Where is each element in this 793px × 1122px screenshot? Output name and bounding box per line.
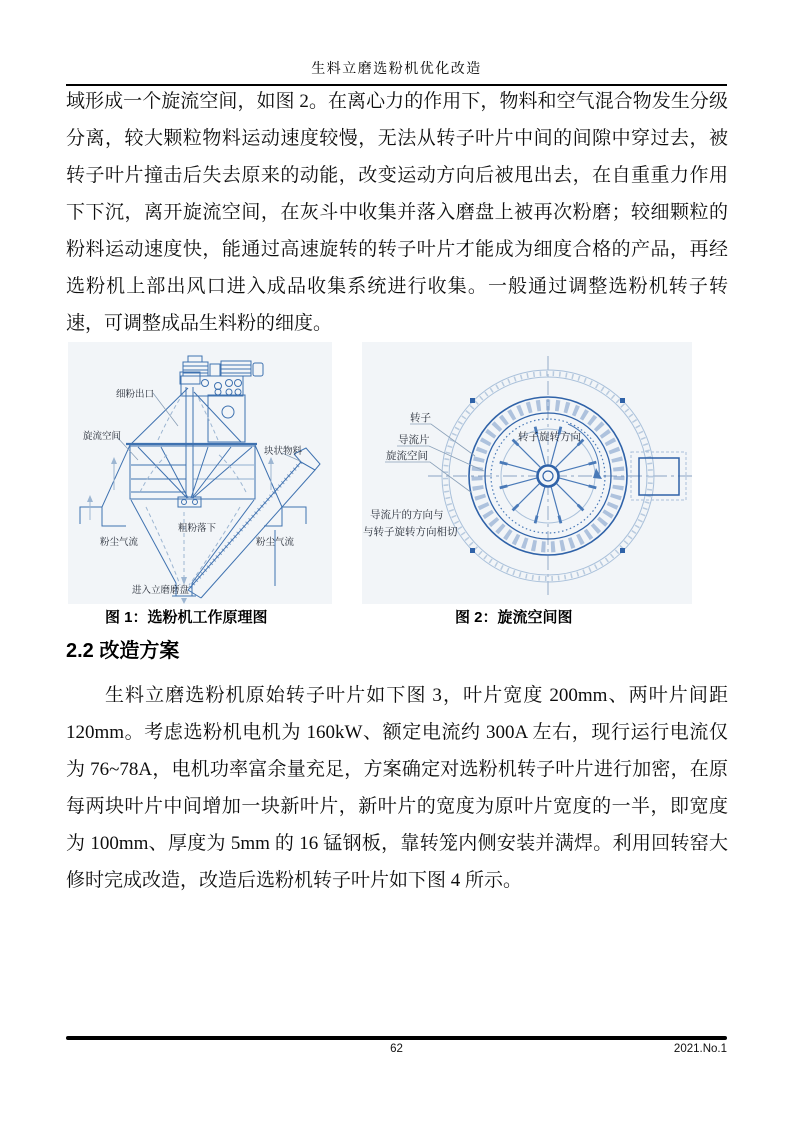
paragraph-1: 域形成一个旋流空间，如图 2。在离心力的作用下，物料和空气混合物发生分级分离，较大颗粒物料运动速度较慢，无法从转子叶片中间的间隙中穿过去，被转子叶片撞击后失去原来的动能，改变运动方向后被甩出去，在自重重力作用下下沉，离开旋流空间，在灰斗中收集并落入磨盘上被再次粉磨；较细颗粒的粉料运动速度快，能通过高速旋转的转子叶片才能成为细度合格的产品，再经选粉机上部出风口进入成品收集系统进行收集。一般通过调整选粉机转子转速，可调整成品生料粉的细度。 (66, 91, 728, 334)
figure-1-working-principle (68, 342, 332, 604)
separator-top-machinery (180, 356, 263, 396)
swirl-chamber (126, 444, 257, 499)
section-heading: 2.2 改造方案 (66, 640, 180, 662)
running-header-title: 生料立磨选粉机优化改造 (311, 62, 482, 77)
label-lump-material: 块状物料 (264, 446, 303, 457)
figure-2-caption: 图 2：旋流空间图 (455, 609, 573, 626)
label-fine-powder-outlet: 细粉出口 (116, 389, 155, 400)
label-dust-airflow-left: 粉尘气流 (100, 537, 139, 548)
figure-2-diagram (362, 342, 692, 604)
label-guide-vane: 导流片 (398, 434, 430, 446)
footer-rule (66, 1036, 727, 1040)
label-vane-direction-line1: 导流片的方向与 (370, 509, 444, 521)
label-enter-mill-table: 进入立磨磨盘 (132, 585, 190, 596)
label-dust-airflow-right: 粉尘气流 (256, 537, 295, 548)
figure-1-diagram (68, 342, 332, 604)
separator-shaft (178, 387, 201, 507)
label-rotor-rotation-direction: 转子旋转方向 (518, 431, 581, 443)
label-swirl-space: 旋流空间 (386, 450, 428, 462)
figure-1-caption: 图 1：选粉机工作原理图 (105, 609, 268, 626)
page-number: 62 (390, 1043, 403, 1055)
label-rotor: 转子 (410, 412, 431, 424)
issue-label: 2021.No.1 (673, 1043, 727, 1055)
paragraph-2: 生料立磨选粉机原始转子叶片如下图 3，叶片宽度 200mm、两叶片间距 120mm。考虑选粉机电机为 160kW、额定电流约 300A 左右，现行运行电流仅为 76~78A，电机功率富余量充足，方案确定对选粉机转子叶片进行加密，在原每两块叶片中间增加一块新叶片，新叶片的宽度为原叶片宽度的一半，即宽度为 100mm、厚度为 5mm 的 16 锰钢板，靠转笼内侧安装并满焊。利用回转窑大修时完成改造，改造后选粉机转子叶片如下图 4 所示。 (66, 685, 728, 891)
label-vane-direction-line2: 与转子旋转方向相切 (363, 526, 458, 538)
label-coarse-powder-falls: 粗粉落下 (178, 523, 217, 534)
label-swirl-space: 旋流空间 (83, 431, 122, 442)
figure-2-swirl-space (362, 342, 692, 604)
rotor-hub (538, 466, 559, 487)
